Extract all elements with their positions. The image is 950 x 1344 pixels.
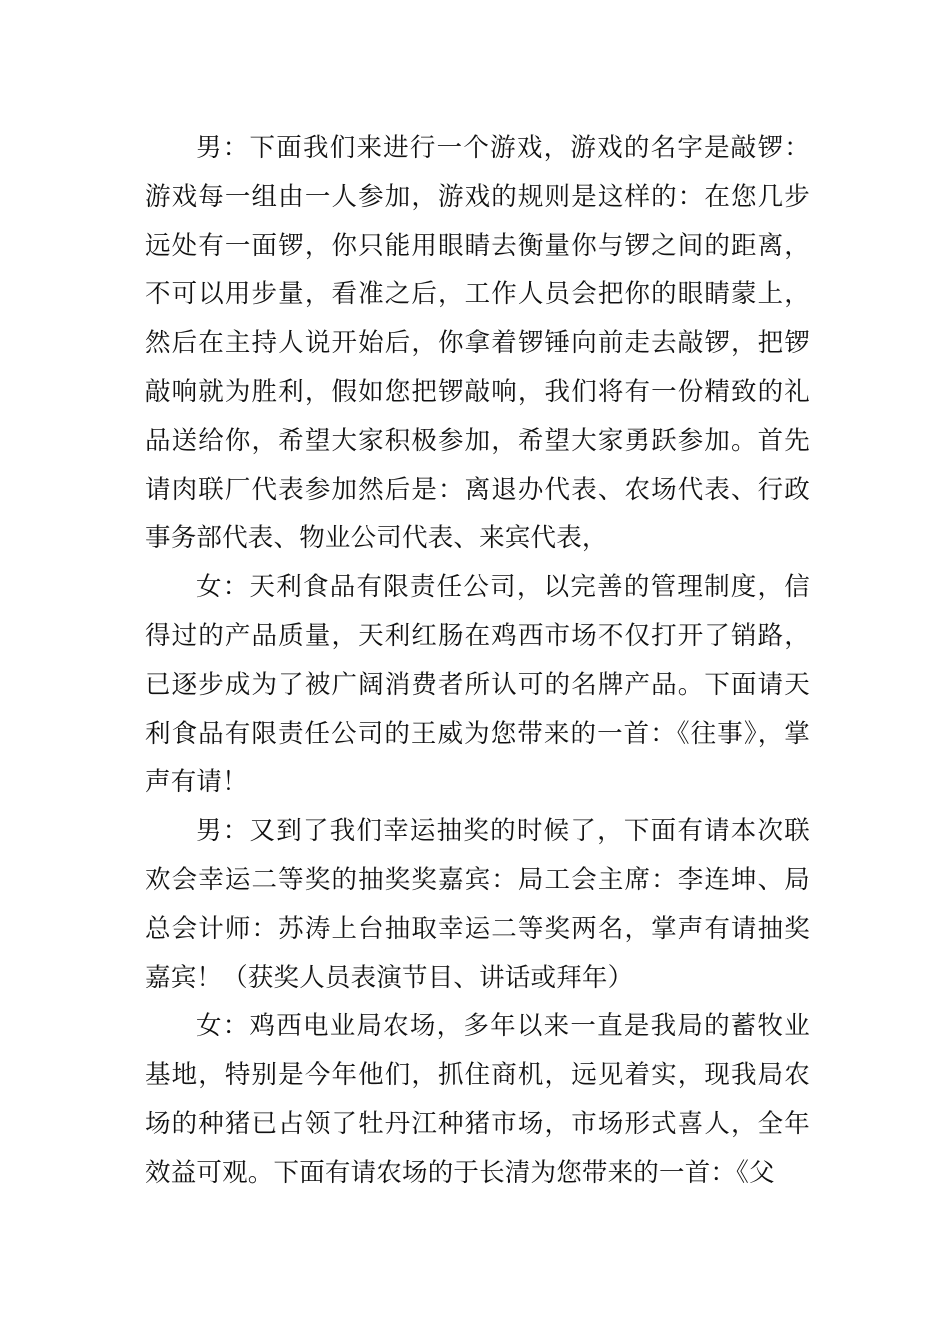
paragraph-farm: 女：鸡西电业局农场，多年以来一直是我局的蓄牧业基地，特别是今年他们，抓住商机，远见着实，现我局农场的种猪已占领了牡丹江种猪市场，市场形式喜人，全年效益可观。下面有请农场的于长清为您带来的一首：《父 (145, 1011, 810, 1188)
paragraph-tianli-food: 女：天利食品有限责任公司，以完善的管理制度，信得过的产品质量，天利红肠在鸡西市场不仅打开了销路，已逐步成为了被广阔消费者所认可的名牌产品。下面请天利食品有限责任公司的王威为您带来的一首：《往事》，掌声有请！ (145, 572, 810, 798)
paragraph-game-announcement: 男：下面我们来进行一个游戏，游戏的名字是敲锣：游戏每一组由一人参加，游戏的规则是这样的：在您几步远处有一面锣，你只能用眼睛去衡量你与锣之间的距离，不可以用步量，看准之后，工作人员会把你的眼睛蒙上，然后在主持人说开始后，你拿着锣锤向前走去敲锣，把锣敲响就为胜利，假如您把锣敲响，我们将有一份精致的礼品送给你，希望大家积极参加，希望大家勇跃参加。首先请肉联厂代表参加然后是：离退办代表、农场代表、行政事务部代表、物业公司代表、来宾代表， (145, 133, 810, 554)
paragraph-lucky-draw: 男：又到了我们幸运抽奖的时候了，下面有请本次联欢会幸运二等奖的抽奖奖嘉宾：局工会主席：李连坤、局总会计师：苏涛上台抽取幸运二等奖两名，掌声有请抽奖嘉宾！（获奖人员表演节目、讲话或拜年） (145, 816, 810, 993)
document-body (145, 124, 810, 1198)
